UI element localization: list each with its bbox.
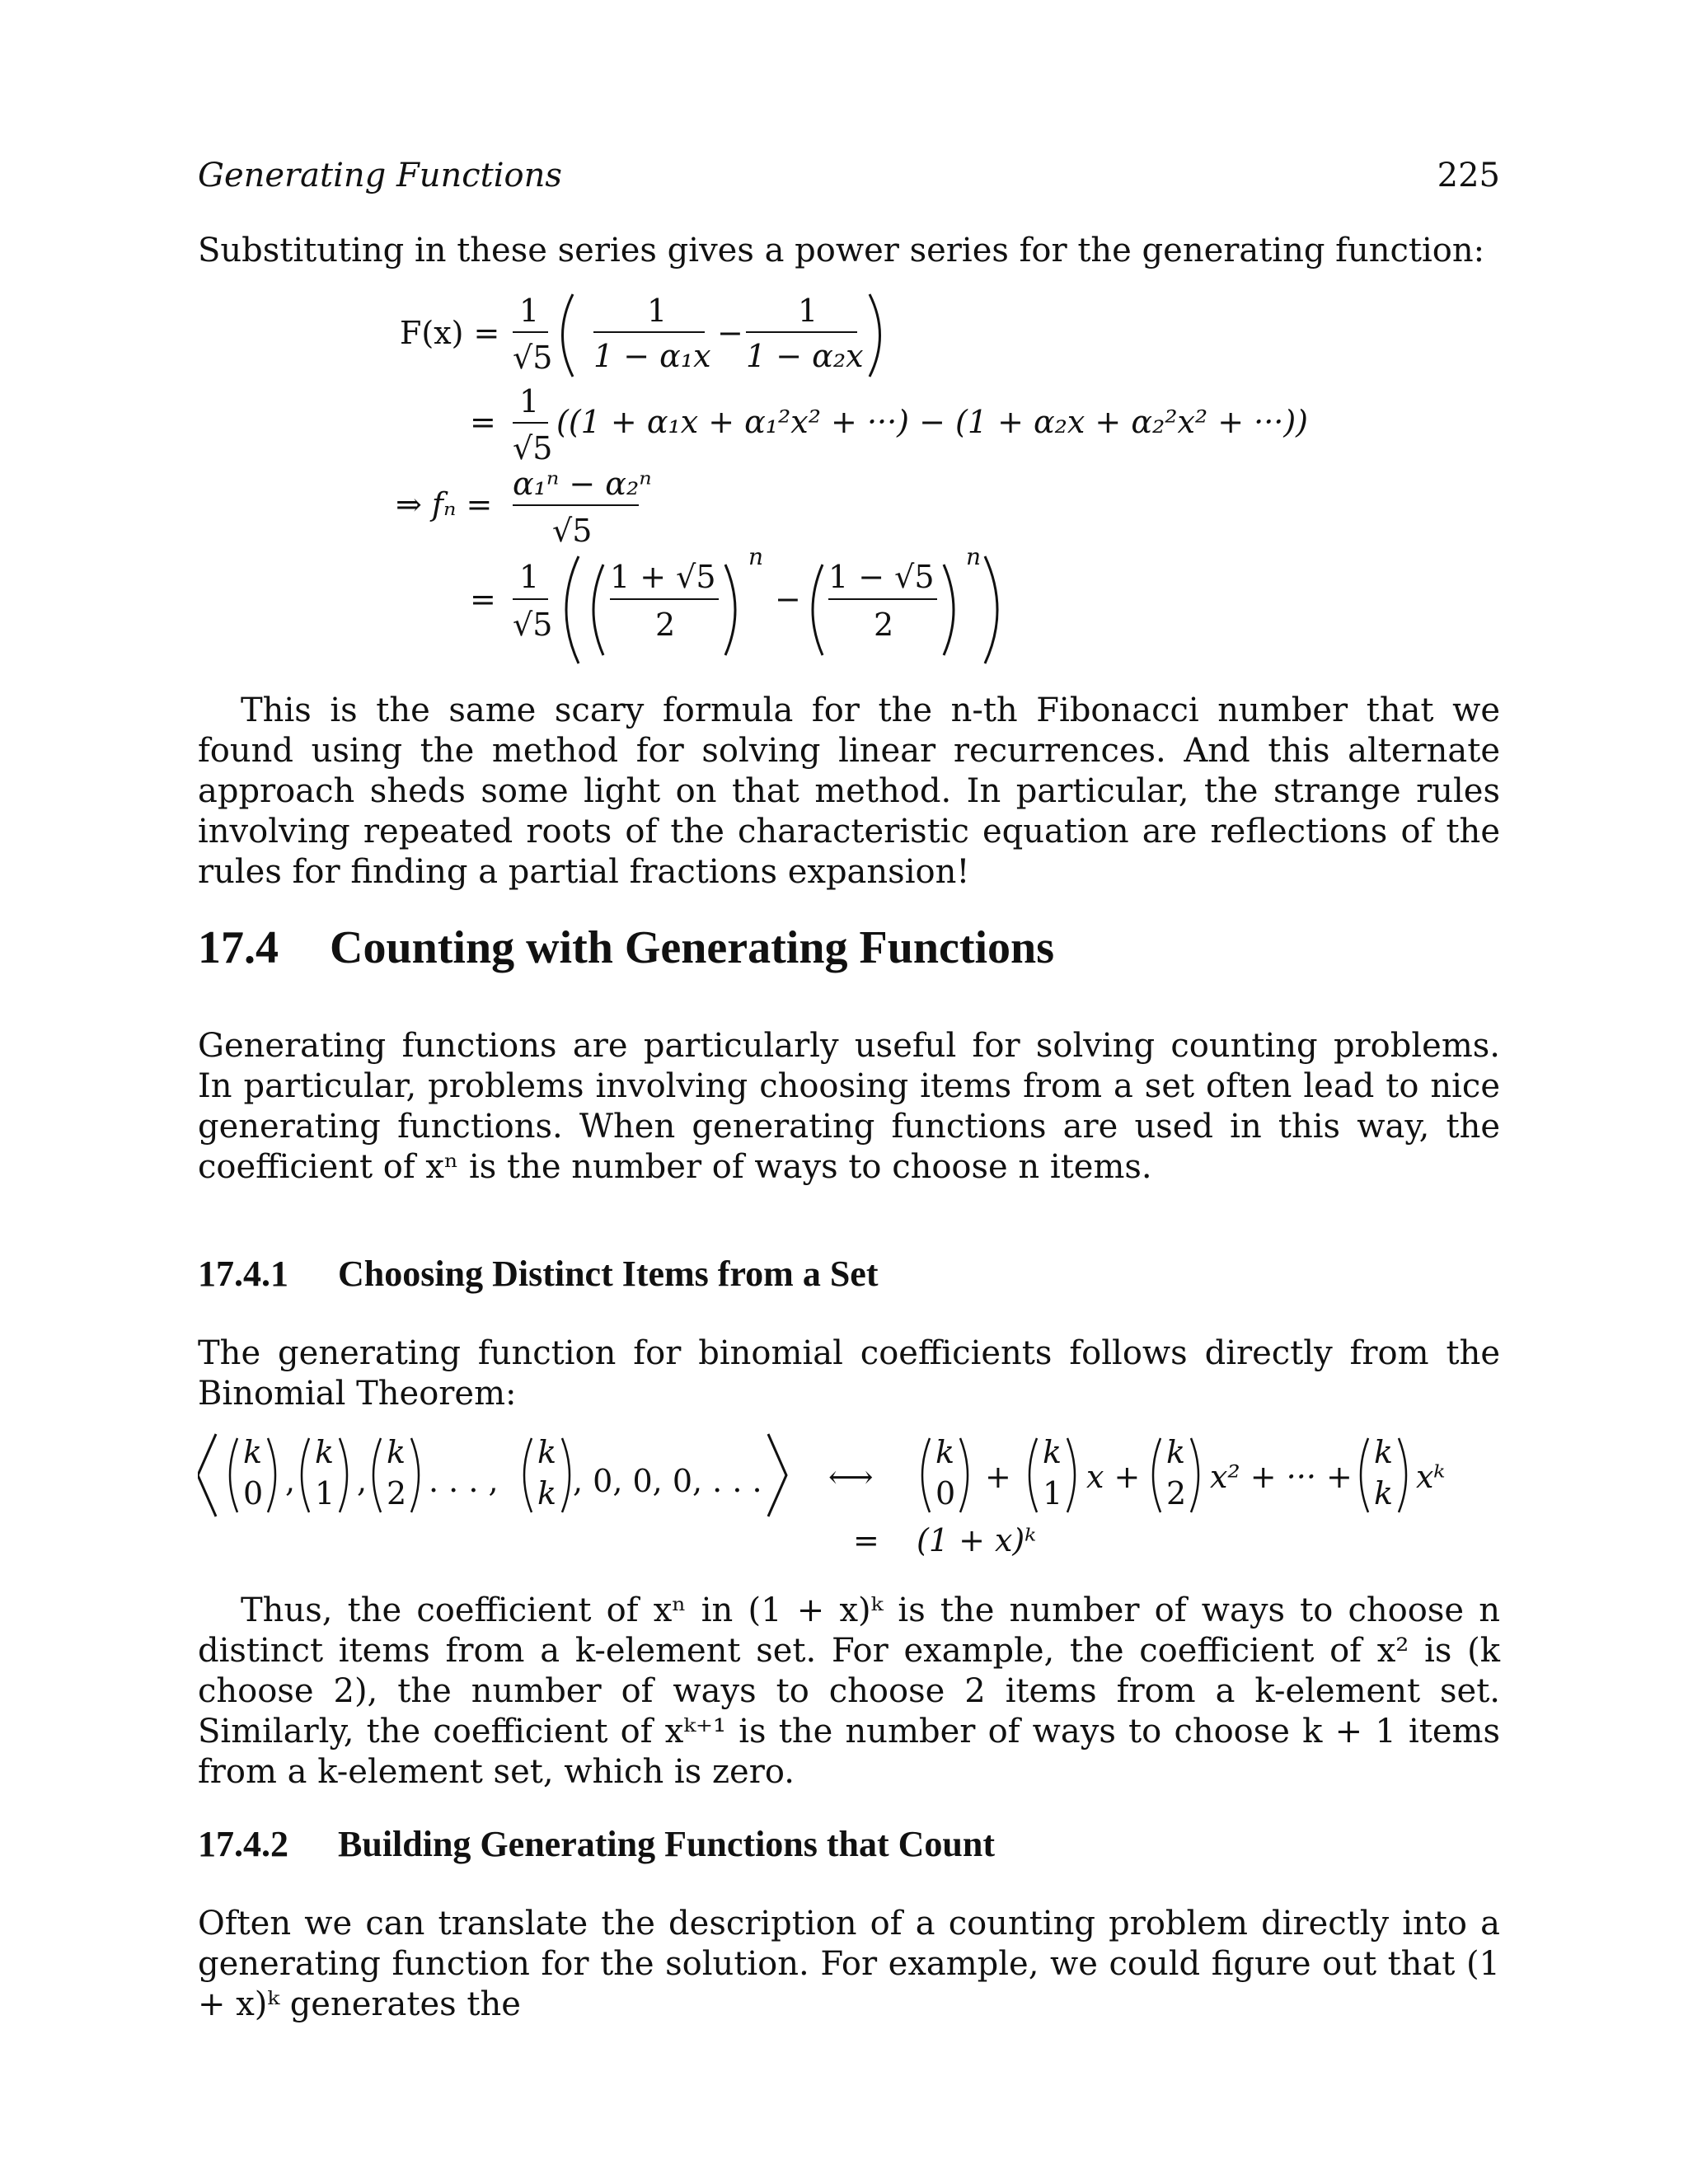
binom-1: [302, 1434, 347, 1512]
page-number: 225: [1437, 157, 1500, 194]
eq4-two-b: 2: [874, 607, 894, 643]
eq2-closed: (1 + x)ᵏ: [917, 1522, 1037, 1558]
header-title: Generating Functions: [198, 157, 562, 194]
intro-line: Substituting in these series gives a power series for the generating function:: [198, 232, 1485, 269]
svg-text:k: k: [537, 1434, 557, 1470]
eq2-sqrt5: √5: [513, 430, 553, 466]
section-title: Counting with Generating Functions: [330, 922, 1054, 973]
running-header: [198, 157, 1500, 194]
eq2-equals: =: [853, 1522, 879, 1558]
svg-text:k: k: [1374, 1434, 1394, 1470]
svg-text:2: 2: [1166, 1475, 1187, 1511]
svg-text:,: ,: [285, 1463, 296, 1499]
paragraph-building: Often we can translate the description of a counting problem directly into a generating function for the solution. For example, we could figure out that (1 + x)ᵏ generates the: [198, 1905, 1500, 2023]
eq1-lhs: F(x) =: [400, 315, 500, 351]
eq1-one: 1: [519, 293, 540, 329]
svg-text:k: k: [1043, 1434, 1062, 1470]
svg-text:1: 1: [315, 1475, 335, 1511]
eq4-two-a: 2: [655, 607, 676, 643]
eq4-minus: −: [775, 581, 801, 617]
svg-text:2: 2: [387, 1475, 407, 1511]
subsection-title-1: Choosing Distinct Items from a Set: [338, 1254, 879, 1294]
eq2-equals: =: [470, 404, 496, 440]
svg-text:k: k: [1374, 1475, 1394, 1511]
eq3-den: √5: [552, 513, 593, 549]
binom-0: [230, 1434, 275, 1512]
eq4-minus-sqrt: 1 − √5: [828, 559, 935, 595]
section-number: 17.4: [198, 922, 279, 973]
eq2-series: ((1 + α₁x + α₁²x² + ···) − (1 + α₂x + α₂²x² + ···)): [556, 404, 1308, 440]
subsection-heading-1: [198, 1253, 1500, 1295]
rhs-binom-2: [1153, 1434, 1198, 1512]
equation-fibonacci: [198, 284, 1500, 668]
svg-text:k: k: [1166, 1434, 1186, 1470]
seq-tail: , 0, 0, 0, . . .: [573, 1463, 762, 1499]
eq3-lhs: ⇒ fₙ =: [396, 486, 493, 523]
arrow: ⟷: [828, 1459, 874, 1495]
section-heading: [198, 921, 1500, 974]
eq4-plus-sqrt: 1 + √5: [610, 559, 716, 595]
eq4-exp-b: n: [966, 543, 982, 570]
svg-text:1: 1: [1043, 1475, 1063, 1511]
rhs-binom-1: [1029, 1434, 1075, 1512]
paragraph-coefficient: Thus, the coefficient of xⁿ in (1 + x)ᵏ is the number of ways to choose n distinct items from a k-element set. For example, the coefficient of x² is (k choose 2), the number of ways to choose 2 items from a k-element set. Similarly, the coefficient of xᵏ⁺¹ is the number of ways to choose k + 1 items from a k-element set, which is zero.: [198, 1591, 1500, 1791]
subsection-number-2: 17.4.2: [198, 1824, 288, 1864]
eq1-num-a: 1: [647, 293, 668, 329]
eq2-one: 1: [519, 383, 540, 419]
paragraph-counting: Generating functions are particularly useful for solving counting problems. In particular, problems involving choosing items from a set often lead to nice generating functions. When generating functions are used in this way, the coefficient of xⁿ is the number of ways to choose n items.: [198, 1027, 1500, 1186]
svg-text:k: k: [243, 1434, 263, 1470]
rhs-term-2: x² + ··· +: [1210, 1459, 1353, 1495]
eq4-sqrt5: √5: [513, 607, 553, 643]
svg-text:k: k: [387, 1434, 406, 1470]
rhs-term-3: xᵏ: [1416, 1459, 1446, 1495]
svg-text:k: k: [315, 1434, 335, 1470]
subsection-heading-2: [198, 1823, 1500, 1865]
subsection-title-2: Building Generating Functions that Count: [338, 1824, 996, 1864]
equation-binomial: [198, 1418, 1500, 1574]
eq1-num-b: 1: [798, 293, 818, 329]
svg-text:0: 0: [243, 1475, 264, 1511]
paragraph-fibonacci: This is the same scary formula for the n-th Fibonacci number that we found using the method for solving linear recurrences. And this alternate approach sheds some light on that method. In particular, the strange rules involving repeated roots of the characteristic equation are reflections of the rules for finding a partial fractions expansion!: [198, 691, 1500, 891]
seq-dots: . . . ,: [429, 1463, 499, 1499]
svg-text:,: ,: [357, 1463, 368, 1499]
rhs-term-0: +: [985, 1459, 1011, 1495]
svg-text:0: 0: [935, 1475, 956, 1511]
eq1-den-a: 1 − α₁x: [593, 338, 711, 374]
eq1-sqrt5: √5: [513, 340, 553, 376]
binom-2: [373, 1434, 419, 1512]
eq1-minus: −: [717, 315, 743, 351]
rhs-binom-0: [922, 1434, 968, 1512]
svg-text:k: k: [537, 1475, 557, 1511]
rhs-binom-k: [1361, 1434, 1406, 1512]
paragraph-binomial: The generating function for binomial coefficients follows directly from the Binomial Theorem:: [198, 1334, 1500, 1413]
svg-text:k: k: [935, 1434, 955, 1470]
binom-k: [524, 1434, 570, 1512]
eq3-num: α₁ⁿ − α₂ⁿ: [513, 466, 652, 502]
eq1-den-b: 1 − α₂x: [746, 338, 864, 374]
eq4-exp-a: n: [748, 543, 764, 570]
eq4-equals: =: [470, 581, 496, 617]
subsection-number-1: 17.4.1: [198, 1254, 288, 1294]
eq4-one: 1: [519, 559, 540, 595]
rhs-term-1: x +: [1086, 1459, 1141, 1495]
